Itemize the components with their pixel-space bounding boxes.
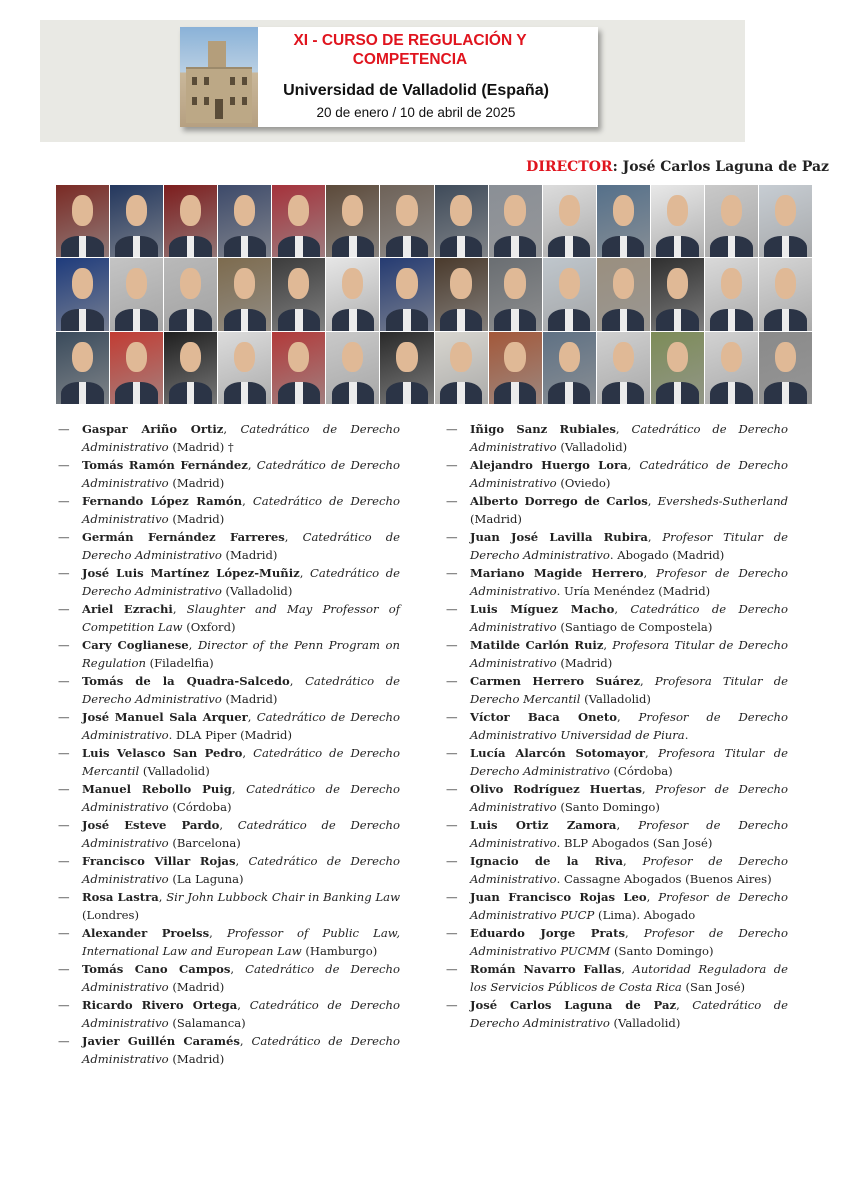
speaker-photo: [543, 332, 596, 404]
speaker-position: Catedrático de Derecho Administrativo: [82, 674, 400, 706]
speaker-photo: [326, 332, 379, 404]
university-building-photo: [180, 27, 258, 127]
speaker-affiliation: . Abogado (Madrid): [609, 548, 725, 562]
speaker-name: José Manuel Sala Arquer: [82, 710, 248, 724]
speaker-photo: [380, 185, 433, 257]
speaker-entry: [82, 852, 400, 888]
speaker-entry: [82, 420, 400, 456]
speaker-photo: [272, 332, 325, 404]
university-name: Universidad de Valladolid (España): [283, 82, 549, 99]
speaker-name: Eduardo Jorge Prats: [470, 926, 625, 940]
speaker-list-left: [82, 420, 400, 1068]
separator: ,: [616, 818, 639, 832]
speaker-position: Catedrático de Derecho Administrativo: [82, 854, 400, 886]
speaker-entry: [82, 960, 400, 996]
speaker-name: José Esteve Pardo: [82, 818, 220, 832]
speaker-affiliation: (Barcelona): [168, 836, 241, 850]
separator: ,: [627, 458, 640, 472]
speaker-name: Fernando López Ramón: [82, 494, 243, 508]
director-name: José Carlos Laguna de Paz: [622, 159, 829, 175]
speaker-position: Profesor Titular de Derecho Administrativo: [470, 530, 788, 562]
speaker-entry: [82, 1032, 400, 1068]
separator: ,: [230, 962, 246, 976]
speaker-photo: [380, 258, 433, 330]
speaker-photo: [651, 258, 704, 330]
speaker-photo: [543, 258, 596, 330]
speaker-entry: [470, 492, 788, 528]
separator: ,: [231, 782, 247, 796]
speaker-photo: [110, 258, 163, 330]
speaker-entry: [82, 996, 400, 1032]
separator: ,: [247, 710, 257, 724]
separator: ,: [647, 494, 658, 508]
speaker-photo: [489, 332, 542, 404]
speaker-position: Autoridad Reguladora de los Servicios Públicos de Costa Rica: [470, 962, 788, 994]
speaker-position: Professor of Public Law, International Law and European Law: [82, 926, 401, 958]
speaker-photo: [435, 185, 488, 257]
separator: ,: [647, 530, 663, 544]
speaker-name: Víctor Baca Oneto: [470, 710, 617, 724]
speaker-name: Luis Ortiz Zamora: [470, 818, 617, 832]
speaker-affiliation: (Madrid): [168, 1052, 225, 1066]
speaker-position: Catedrático de Derecho Administrativo: [470, 458, 788, 490]
separator: ,: [242, 494, 253, 508]
speaker-position: Profesor de Derecho Administrativo: [470, 818, 789, 850]
separator: ,: [188, 638, 198, 652]
speaker-position: Catedrático de Derecho Administrativo: [82, 422, 400, 454]
separator: ,: [643, 566, 657, 580]
separator: ,: [237, 998, 250, 1012]
speaker-name: Mariano Magide Herrero: [470, 566, 644, 580]
separator: ,: [223, 422, 241, 436]
header-card: [180, 27, 598, 127]
speaker-name: Ignacio de la Riva: [470, 854, 623, 868]
separator: ,: [615, 422, 632, 436]
speaker-photo: [272, 185, 325, 257]
speaker-entry: [82, 744, 400, 780]
speaker-name: Alberto Dorrego de Carlos: [470, 494, 648, 508]
speaker-position: Catedrático de Derecho Administrativo: [82, 818, 400, 850]
speaker-photo: [272, 258, 325, 330]
speaker-entry: [470, 708, 788, 744]
speaker-photo: [705, 332, 758, 404]
speaker-photo: [543, 185, 596, 257]
speaker-position: Catedrático de Derecho Administrativo: [82, 1034, 400, 1066]
speaker-photo: [759, 185, 812, 257]
speaker-affiliation: (Córdoba): [168, 800, 232, 814]
speaker-name: Carmen Herrero Suárez: [470, 674, 641, 688]
speaker-photo: [651, 185, 704, 257]
speaker-position: Catedrático de Derecho Administrativo: [82, 494, 400, 526]
speaker-position: Catedrático de Derecho Administrativo: [82, 962, 400, 994]
speaker-photo: [164, 332, 217, 404]
speaker-affiliation: (Santo Domingo): [610, 944, 714, 958]
speaker-name: Tomás Ramón Fernández: [82, 458, 248, 472]
speaker-name: Cary Coglianese: [82, 638, 189, 652]
speaker-photo: [435, 258, 488, 330]
speaker-name: Iñigo Sanz Rubiales: [470, 422, 616, 436]
speaker-position: Profesora Titular de Derecho Administrativo: [470, 638, 788, 670]
speaker-name: Román Navarro Fallas: [470, 962, 622, 976]
speaker-affiliation: . BLP Abogados (San José): [556, 836, 713, 850]
speaker-photo: [380, 332, 433, 404]
separator: ,: [676, 998, 693, 1012]
speaker-name: José Luis Martínez López-Muñiz: [82, 566, 300, 580]
speaker-entry: [470, 960, 788, 996]
speaker-affiliation: (Valladolid): [221, 584, 293, 598]
speaker-affiliation: (Hamburgo): [301, 944, 378, 958]
speaker-photo-grid: [56, 185, 812, 404]
speaker-photo: [435, 332, 488, 404]
course-dates: 20 de enero / 10 de abril de 2025: [316, 105, 516, 120]
separator: ,: [603, 638, 613, 652]
separator: ,: [624, 926, 644, 940]
speaker-position: Catedrático de Derecho Administrativo: [470, 602, 788, 634]
separator: ,: [621, 962, 633, 976]
speaker-affiliation: (La Laguna): [168, 872, 244, 886]
speaker-list-right: [470, 420, 788, 1032]
speaker-name: Juan Francisco Rojas Leo: [470, 890, 647, 904]
speaker-photo: [651, 332, 704, 404]
speaker-photo: [218, 258, 271, 330]
separator: ,: [641, 782, 656, 796]
separator: ,: [172, 602, 187, 616]
separator: ,: [640, 674, 655, 688]
speaker-affiliation: (Oviedo): [556, 476, 611, 490]
speaker-affiliation: .: [684, 728, 689, 742]
speaker-affiliation: (Madrid): [556, 656, 613, 670]
separator: ,: [284, 530, 303, 544]
speaker-photo: [218, 332, 271, 404]
speaker-position: Profesor de Derecho Administrativo: [470, 566, 788, 598]
speaker-entry: [82, 492, 400, 528]
speaker-affiliation: (Oxford): [182, 620, 236, 634]
speaker-position: Profesor de Derecho Administrativo PUCP: [470, 890, 789, 922]
speaker-affiliation: (Santiago de Compostela): [556, 620, 713, 634]
speaker-photo: [597, 185, 650, 257]
speaker-photo: [489, 185, 542, 257]
speaker-entry: [82, 924, 400, 960]
speaker-position: Catedrático de Derecho Administrativo: [470, 998, 789, 1030]
speaker-entry: [82, 564, 400, 600]
speaker-affiliation: (Lima). Abogado: [594, 908, 696, 922]
speaker-position: Catedrático de Derecho Administrativo: [82, 566, 400, 598]
speaker-affiliation: (Valladolid): [609, 1016, 681, 1030]
speaker-position: Director of the Penn Program on Regulation: [82, 638, 401, 670]
speaker-photo: [326, 258, 379, 330]
director-line: [526, 159, 829, 175]
speaker-name: Tomás de la Quadra-Salcedo: [82, 674, 290, 688]
speaker-position: Catedrático de Derecho Administrativo: [470, 422, 788, 454]
speaker-position: Eversheds-Sutherland: [657, 494, 789, 508]
separator: ,: [614, 602, 631, 616]
speaker-name: Olivo Rodríguez Huertas: [470, 782, 642, 796]
speaker-entry: [470, 672, 788, 708]
separator: ,: [646, 890, 659, 904]
speaker-entry: [82, 600, 400, 636]
director-label: DIRECTOR: [526, 159, 613, 175]
speaker-entry: [470, 924, 788, 960]
speaker-entry: [82, 456, 400, 492]
speaker-entry: [470, 888, 788, 924]
speaker-photo: [56, 185, 109, 257]
speaker-entry: [470, 636, 788, 672]
speaker-name: Ariel Ezrachi: [82, 602, 173, 616]
speaker-entry: [82, 672, 400, 708]
speaker-photo: [759, 258, 812, 330]
speaker-name: Germán Fernández Farreres: [82, 530, 285, 544]
speaker-photo: [705, 258, 758, 330]
speaker-name: Lucía Alarcón Sotomayor: [470, 746, 645, 760]
separator: ,: [289, 674, 306, 688]
separator: ,: [242, 746, 254, 760]
speaker-entry: [470, 420, 788, 456]
speaker-position: Profesor de Derecho Administrativo PUCMM: [470, 926, 788, 958]
speaker-photo: [759, 332, 812, 404]
speaker-affiliation: (Valladolid): [139, 764, 210, 778]
speaker-name: Gaspar Ariño Ortiz: [82, 422, 224, 436]
separator: ,: [239, 1034, 252, 1048]
speaker-position: Profesor de Derecho Administrativo: [470, 782, 788, 814]
speaker-name: Javier Guillén Caramés: [82, 1034, 240, 1048]
speaker-name: Tomás Cano Campos: [82, 962, 231, 976]
separator: ,: [247, 458, 257, 472]
speaker-affiliation: (Madrid): [221, 692, 278, 706]
speaker-affiliation: . Uría Menéndez (Madrid): [556, 584, 711, 598]
separator: ,: [616, 710, 639, 724]
speaker-position: Sir John Lubbock Chair in Banking Law: [166, 890, 400, 904]
speaker-entry: [470, 816, 788, 852]
speaker-name: Luis Míguez Macho: [470, 602, 615, 616]
speaker-name: Juan José Lavilla Rubira: [470, 530, 648, 544]
speaker-name: Matilde Carlón Ruiz: [470, 638, 604, 652]
speaker-name: Alexander Proelss: [82, 926, 210, 940]
speaker-entry: [82, 528, 400, 564]
speaker-photo: [489, 258, 542, 330]
speaker-position: Profesor de Derecho Administrativo Universidad de Piura: [470, 710, 788, 742]
speaker-affiliation: . DLA Piper (Madrid): [168, 728, 293, 742]
speaker-photo: [164, 258, 217, 330]
speaker-position: Profesora Titular de Derecho Mercantil: [470, 674, 789, 706]
director-separator: :: [612, 159, 618, 175]
separator: ,: [623, 854, 643, 868]
speaker-position: Catedrático de Derecho Administrativo: [82, 458, 400, 490]
speaker-name: Rosa Lastra: [82, 890, 159, 904]
speaker-affiliation: (Salamanca): [168, 1016, 246, 1030]
speaker-affiliation: (Santo Domingo): [556, 800, 660, 814]
speaker-entry: [470, 852, 788, 888]
speaker-affiliation: (Madrid): [168, 476, 225, 490]
speaker-entry: [470, 564, 788, 600]
separator: ,: [235, 854, 249, 868]
speaker-affiliation: (Valladolid): [580, 692, 651, 706]
speaker-entry: [82, 636, 400, 672]
separator: ,: [158, 890, 167, 904]
separator: ,: [299, 566, 311, 580]
speaker-affiliation: . Cassagne Abogados (Buenos Aires): [556, 872, 772, 886]
speaker-entry: [470, 456, 788, 492]
speaker-entry: [470, 528, 788, 564]
speaker-position: Profesora Titular de Derecho Administrativo: [470, 746, 788, 778]
speaker-affiliation: (Madrid): [168, 512, 225, 526]
speaker-position: Catedrático de Derecho Administrativo: [82, 782, 400, 814]
speaker-affiliation: (Madrid): [221, 548, 278, 562]
speaker-entry: [82, 780, 400, 816]
speaker-photo: [56, 332, 109, 404]
speaker-position: Profesor de Derecho Administrativo: [470, 854, 788, 886]
speaker-name: Manuel Rebollo Puig: [82, 782, 232, 796]
speaker-entry: [470, 600, 788, 636]
speaker-photo: [218, 185, 271, 257]
speaker-name: Ricardo Rivero Ortega: [82, 998, 238, 1012]
speaker-photo: [164, 185, 217, 257]
speaker-affiliation: (Madrid): [470, 512, 522, 526]
speaker-position: Catedrático de Derecho Administrativo: [82, 710, 400, 742]
speaker-photo: [110, 332, 163, 404]
speaker-photo: [326, 185, 379, 257]
speaker-entry: [82, 888, 400, 924]
speaker-entry: [470, 996, 788, 1032]
speaker-name: Luis Velasco San Pedro: [82, 746, 243, 760]
speaker-entry: [470, 780, 788, 816]
speaker-entry: [470, 744, 788, 780]
speaker-photo: [597, 258, 650, 330]
speaker-position: Slaughter and May Professor of Competition Law: [82, 602, 401, 634]
speaker-affiliation: (Madrid): [168, 980, 225, 994]
speaker-name: Alejandro Huergo Lora: [470, 458, 628, 472]
speaker-affiliation: (Madrid) †: [168, 440, 234, 454]
speaker-name: José Carlos Laguna de Paz: [470, 998, 677, 1012]
speaker-affiliation: (Filadelfia): [145, 656, 214, 670]
separator: ,: [219, 818, 238, 832]
speaker-photo: [705, 185, 758, 257]
separator: ,: [209, 926, 227, 940]
speaker-position: Catedrático de Derecho Administrativo: [82, 530, 400, 562]
speaker-affiliation: (Londres): [82, 908, 139, 922]
speaker-name: Francisco Villar Rojas: [82, 854, 236, 868]
speaker-position: Catedrático de Derecho Administrativo: [82, 998, 400, 1030]
speaker-photo: [597, 332, 650, 404]
speaker-photo: [110, 185, 163, 257]
speaker-position: Catedrático de Derecho Mercantil: [82, 746, 400, 778]
speaker-photo: [56, 258, 109, 330]
speaker-affiliation: (San José): [681, 980, 746, 994]
course-title: XI - CURSO DE REGULACIÓN Y COMPETENCIA: [293, 32, 527, 68]
speaker-affiliation: (Córdoba): [609, 764, 673, 778]
separator: ,: [645, 746, 659, 760]
speaker-entry: [82, 816, 400, 852]
speaker-entry: [82, 708, 400, 744]
speaker-affiliation: (Valladolid): [556, 440, 628, 454]
